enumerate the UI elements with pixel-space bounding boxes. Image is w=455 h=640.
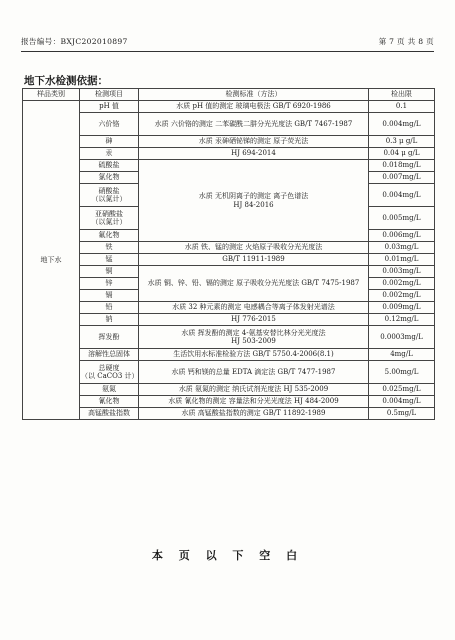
method-cell: GB/T 11911-1989 bbox=[139, 254, 369, 266]
sample-category: 地下水 bbox=[23, 101, 80, 420]
method-cell: 生活饮用水标准检验方法 GB/T 5750.4-2006(8.1) bbox=[139, 349, 369, 361]
table-row bbox=[23, 160, 435, 172]
method-cell: 水质 32 种元素的测定 电感耦合等离子体发射光谱法 bbox=[139, 302, 369, 314]
limit-cell: 0.01mg/L bbox=[369, 254, 435, 266]
table-row bbox=[23, 326, 435, 349]
item-cell: 锌 bbox=[80, 278, 139, 290]
limit-cell: 0.12mg/L bbox=[369, 314, 435, 326]
method-cell: 水质 汞砷硒铋锑的测定 原子荧光法 bbox=[139, 136, 369, 148]
method-cell: HJ 694-2014 bbox=[139, 148, 369, 160]
method-cell: 水质 高锰酸盐指数的测定 GB/T 11892-1989 bbox=[139, 408, 369, 420]
item-cell: 硝酸盐 （以氮计） bbox=[80, 184, 139, 207]
limit-cell: 0.1 bbox=[369, 101, 435, 113]
table-row bbox=[23, 266, 435, 278]
method-cell: 水质 pH 值的测定 玻璃电极法 GB/T 6920-1986 bbox=[139, 101, 369, 113]
table-header-row bbox=[23, 89, 435, 101]
table-row bbox=[23, 254, 435, 266]
limit-cell: 0.005mg/L bbox=[369, 207, 435, 230]
table-row bbox=[23, 349, 435, 361]
method-cell: 水质 六价铬的测定 二苯碳酰二肼分光光度法 GB/T 7467-1987 bbox=[139, 113, 369, 136]
limit-cell: 0.004mg/L bbox=[369, 396, 435, 408]
limit-cell: 5.00mg/L bbox=[369, 361, 435, 384]
limit-cell: 0.025mg/L bbox=[369, 384, 435, 396]
method-cell: 水质 氨氮的测定 纳氏试剂光度法 HJ 535-2009 bbox=[139, 384, 369, 396]
limit-cell: 0.002mg/L bbox=[369, 290, 435, 302]
limit-cell: 0.004mg/L bbox=[369, 113, 435, 136]
limit-cell: 0.03mg/L bbox=[369, 242, 435, 254]
table-row bbox=[23, 314, 435, 326]
method-cell: 水质 无机阴离子的测定 离子色谱法 HJ 84-2016 bbox=[139, 160, 369, 242]
item-cell: 高锰酸盐指数 bbox=[80, 408, 139, 420]
table-row bbox=[23, 148, 435, 160]
limit-cell: 0.002mg/L bbox=[369, 278, 435, 290]
item-cell: 硫酸盐 bbox=[80, 160, 139, 172]
limit-cell: 0.04 μ g/L bbox=[369, 148, 435, 160]
section-title: 地下水检测依据： bbox=[24, 75, 108, 87]
item-cell: 钠 bbox=[80, 314, 139, 326]
limit-cell: 0.3 μ g/L bbox=[369, 136, 435, 148]
table-row bbox=[23, 384, 435, 396]
item-cell: 氨氮 bbox=[80, 384, 139, 396]
page-number: 第 7 页 共 8 页 bbox=[378, 37, 434, 46]
column-header: 检出限 bbox=[369, 89, 435, 101]
item-cell: pH 值 bbox=[80, 101, 139, 113]
table-row bbox=[23, 136, 435, 148]
table-row bbox=[23, 361, 435, 384]
item-cell: 镉 bbox=[80, 290, 139, 302]
item-cell: 氯化物 bbox=[80, 172, 139, 184]
column-header: 检测项目 bbox=[80, 89, 139, 101]
limit-cell: 0.5mg/L bbox=[369, 408, 435, 420]
item-cell: 汞 bbox=[80, 148, 139, 160]
limit-cell: 0.009mg/L bbox=[369, 302, 435, 314]
item-cell: 溶解性总固体 bbox=[80, 349, 139, 361]
item-cell: 氟化物 bbox=[80, 230, 139, 242]
item-cell: 总硬度 （以 CaCO3 计） bbox=[80, 361, 139, 384]
limit-cell: 0.004mg/L bbox=[369, 184, 435, 207]
page-header bbox=[21, 36, 434, 48]
item-cell: 亚硝酸盐 （以氮计） bbox=[80, 207, 139, 230]
table-row bbox=[23, 396, 435, 408]
limit-cell: 0.007mg/L bbox=[369, 172, 435, 184]
header-divider bbox=[21, 51, 434, 52]
column-header: 检测标准（方法） bbox=[139, 89, 369, 101]
limit-cell: 4mg/L bbox=[369, 349, 435, 361]
item-cell: 挥发酚 bbox=[80, 326, 139, 349]
item-cell: 铅 bbox=[80, 302, 139, 314]
item-cell: 铁 bbox=[80, 242, 139, 254]
method-cell: HJ 776-2015 bbox=[139, 314, 369, 326]
limit-cell: 0.0003mg/L bbox=[369, 326, 435, 349]
limit-cell: 0.003mg/L bbox=[369, 266, 435, 278]
method-cell: 水质 铁、锰的测定 火焰原子吸收分光光度法 bbox=[139, 242, 369, 254]
column-header: 样品类别 bbox=[23, 89, 80, 101]
limit-cell: 0.006mg/L bbox=[369, 230, 435, 242]
method-cell: 水质 氰化物的测定 容量法和分光光度法 HJ 484-2009 bbox=[139, 396, 369, 408]
table-row bbox=[23, 408, 435, 420]
table-row bbox=[23, 101, 435, 113]
method-cell: 水质 钙和镁的总量 EDTA 滴定法 GB/T 7477-1987 bbox=[139, 361, 369, 384]
table-row bbox=[23, 113, 435, 136]
item-cell: 砷 bbox=[80, 136, 139, 148]
table-row bbox=[23, 242, 435, 254]
limit-cell: 0.018mg/L bbox=[369, 160, 435, 172]
method-cell: 水质 铜、锌、铅、镉的测定 原子吸收分光光度法 GB/T 7475-1987 bbox=[139, 266, 369, 302]
method-table bbox=[22, 88, 435, 420]
method-cell: 水质 挥发酚的测定 4-氨基安替比林分光光度法 HJ 503-2009 bbox=[139, 326, 369, 349]
item-cell: 铜 bbox=[80, 266, 139, 278]
item-cell: 锰 bbox=[80, 254, 139, 266]
blank-below-note: 本 页 以 下 空 白 bbox=[151, 549, 304, 562]
item-cell: 六价铬 bbox=[80, 113, 139, 136]
item-cell: 氰化物 bbox=[80, 396, 139, 408]
table-row bbox=[23, 302, 435, 314]
report-number: 报告编号：BXJC202010897 bbox=[21, 37, 128, 46]
